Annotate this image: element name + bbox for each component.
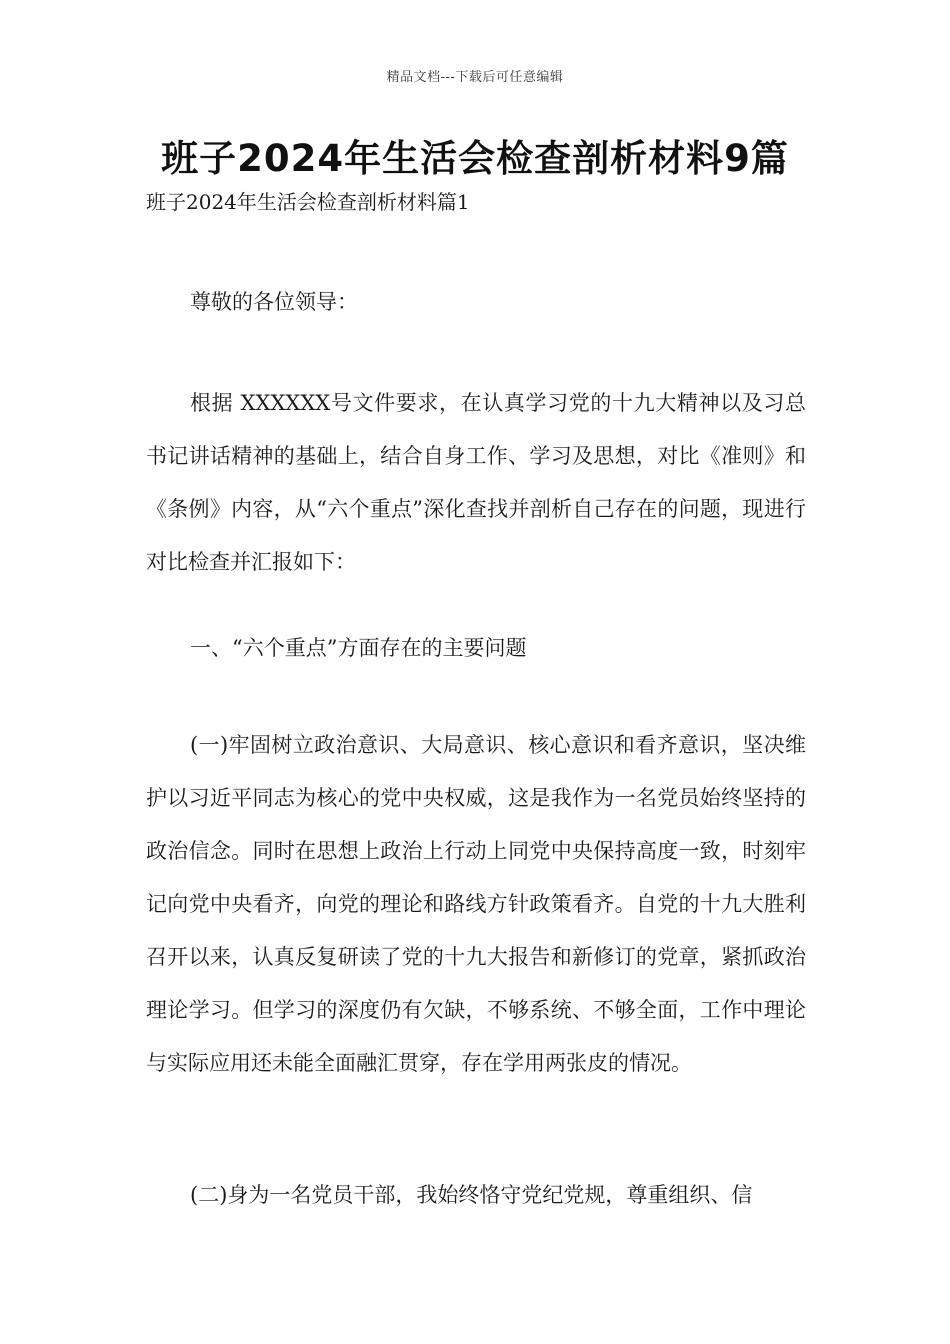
document-title: 班子2024年生活会检查剖析材料9篇	[161, 137, 789, 180]
header-note: 精品文档---下载后可任意编辑	[386, 70, 564, 85]
paragraph-intro: 根据 XXXXXX号文件要求，在认真学习党的十九大精神以及习总书记讲话精神的基础上，结合自身工作、学习及思想，对比《准则》和《条例》内容，从“六个重点”深化查找并剖析自己存在的问题，现进行对比检查并汇报如下：	[146, 391, 806, 574]
paragraph-item-1: (一)牢固树立政治意识、大局意识、核心意识和看齐意识，坚决维护以习近平同志为核心的党中央权威，这是我作为一名党员始终坚持的政治信念。同时在思想上政治上行动上同党中央保持高度一致，时刻牢记向党中央看齐，向党的理论和路线方针政策看齐。自党的十九大胜利召开以来，认真反复研读了党的十九大报告和新修订的党章，紧抓政治理论学习。但学习的深度仍有欠缺，不够系统、不够全面，工作中理论与实际应用还未能全面融汇贯穿，存在学用两张皮的情况。	[146, 733, 806, 1075]
section-heading-1: 一、“六个重点”方面存在的主要问题	[190, 636, 527, 660]
document-subtitle: 班子2024年生活会检查剖析材料篇1	[146, 190, 470, 214]
paragraph-greeting: 尊敬的各位领导：	[190, 290, 358, 314]
paragraph-item-2: (二)身为一名党员干部，我始终恪守党纪党规，尊重组织、信	[190, 1183, 753, 1207]
